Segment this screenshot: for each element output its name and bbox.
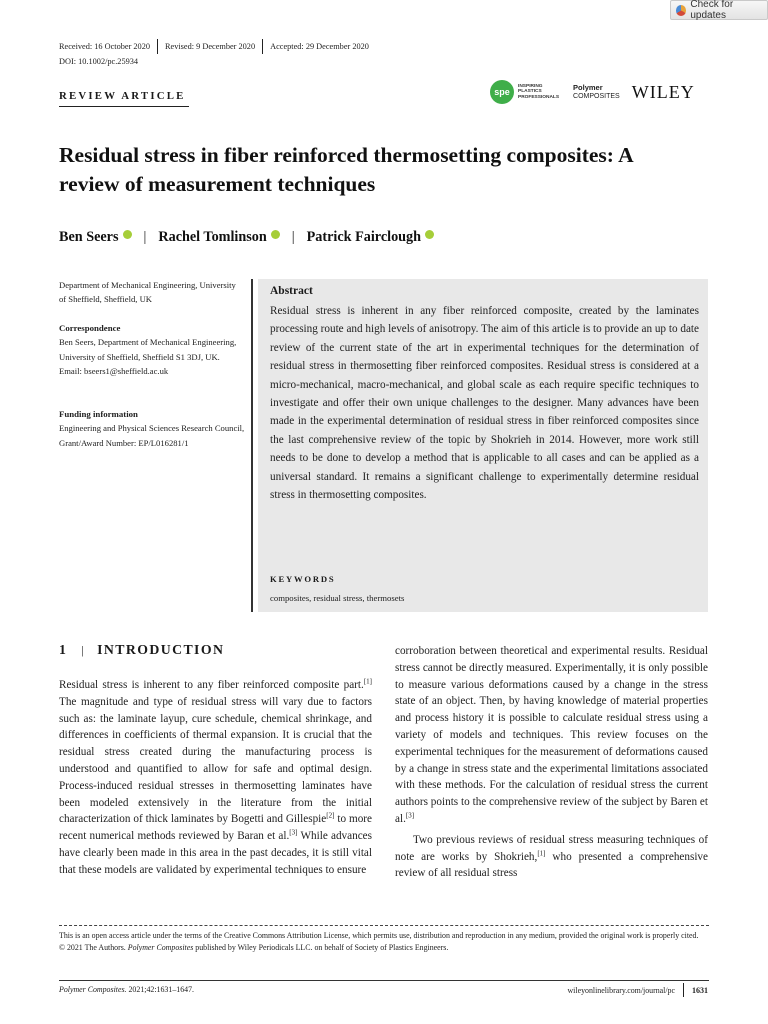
citation-link[interactable]: [2] xyxy=(326,811,335,820)
author-name[interactable]: Ben Seers xyxy=(59,229,119,245)
funding-text: Engineering and Physical Sciences Research Council, Grant/Award Number: EP/L016281/1 xyxy=(59,423,245,448)
author-separator: | xyxy=(143,229,147,245)
orcid-icon[interactable] xyxy=(123,230,132,239)
paragraph xyxy=(395,643,708,828)
citation-text: 2021;42:1631–1647. xyxy=(126,985,195,994)
citation-link[interactable]: [1] xyxy=(363,677,372,686)
divider xyxy=(683,983,684,997)
journal-logo xyxy=(573,84,620,101)
article-type-underline xyxy=(59,106,189,107)
author-separator: | xyxy=(291,229,295,245)
revised-date: Revised: 9 December 2020 xyxy=(165,42,256,51)
text-run: published by Wiley Periodicals LLC. on behalf of Society of Plastics Engineers. xyxy=(193,943,449,953)
citation-link[interactable]: [1] xyxy=(537,848,546,857)
correspondence-email[interactable]: Email: bseers1@sheffield.ac.uk xyxy=(59,366,169,377)
author-list xyxy=(59,229,434,246)
article-type: REVIEW ARTICLE xyxy=(59,90,186,102)
citation-link[interactable]: [3] xyxy=(405,811,415,820)
section-separator: | xyxy=(81,642,86,657)
spe-tagline-line: PROFESSIONALS xyxy=(518,94,560,100)
crossmark-icon xyxy=(676,5,686,16)
publisher-logos xyxy=(490,77,695,107)
accepted-date: Accepted: 29 December 2020 xyxy=(270,42,369,51)
journal-name: Polymer Composites. xyxy=(59,985,127,994)
section-heading xyxy=(59,642,224,658)
divider xyxy=(157,39,158,54)
correspondence-text: Ben Seers, Department of Mechanical Engineering, University of Sheffield, Sheffield S1 3DJ, UK. xyxy=(59,337,237,362)
body-column-left xyxy=(59,677,372,879)
copyright-line xyxy=(59,942,709,954)
author-name[interactable]: Rachel Tomlinson xyxy=(158,229,267,245)
correspondence-block xyxy=(59,321,245,379)
journal-logo-line: COMPOSITES xyxy=(573,92,620,100)
license-text: This is an open access article under the terms of the Creative Commons Attribution License, which permits use, distribution and reproduction in any medium, provided the original work is properly cited. xyxy=(59,931,699,940)
footer-citation xyxy=(59,985,194,994)
wiley-logo: WILEY xyxy=(631,81,695,102)
publication-dates xyxy=(59,39,369,54)
text-run: who presented a comprehensive review of all residual stress xyxy=(395,850,708,880)
footer-right xyxy=(567,983,708,997)
doi[interactable]: DOI: 10.1002/pc.25934 xyxy=(59,57,139,66)
text-run: Residual stress is inherent to any fiber reinforced composite part. xyxy=(59,679,364,691)
check-for-updates-label: Check for updates xyxy=(690,0,734,21)
correspondence-heading: Correspondence xyxy=(59,323,121,333)
text-run: © 2021 The Authors. xyxy=(59,943,128,953)
orcid-icon[interactable] xyxy=(271,230,280,239)
page-number: 1631 xyxy=(692,985,708,995)
citation-link[interactable]: [3] xyxy=(289,828,298,837)
divider xyxy=(262,39,263,54)
text-run: The magnitude and type of residual stress will vary due to factors such as: the laminate layup, cure schedule, chemical shrinkage, and differences in coefficients of thermal expansion. It is crucial that the residual stress created during the manufacturing process is understood and quantified to allow for safe and optimal design. Process-induced residual stresses in thermosetting laminates have been modeled extensively in the literature from the initial characterization of thick laminates by Bogetti and Gillespie xyxy=(59,695,372,826)
footer-divider xyxy=(59,980,709,981)
text-run: corroboration between theoretical and experimental results. Residual stress cannot be directly measured. Experimentally, it is only possible to measure various deformations caused by a change in the stress state of an object. Then, by having knowledge of material properties and process history it is possible to calculate residual stress using a variety of models and techniques. This review focuses on the experimental techniques for the measurement of deformations caused by a change in stress state and the experimental limitations associated with these methods. For the calculation of residual stress the current authors points to the comprehensive review of the subject by Baren et al. xyxy=(395,645,708,825)
spe-tagline xyxy=(518,84,559,100)
spe-tagline-line: INSPIRING xyxy=(518,84,543,90)
received-date: Received: 16 October 2020 xyxy=(59,42,151,51)
journal-name: Polymer Composites xyxy=(127,943,194,953)
spe-tagline-line: PLASTICS xyxy=(518,89,542,95)
orcid-icon[interactable] xyxy=(425,230,434,239)
abstract-rule xyxy=(251,279,253,612)
text-run: While advances have clearly been made in this area in the past decades, it is still vital that these models are validated by experimental techniques to ensure xyxy=(59,830,372,876)
keywords-text: composites, residual stress, thermosets xyxy=(270,593,405,603)
section-number: 1 xyxy=(59,642,68,657)
spe-logo-icon: spe xyxy=(490,80,514,104)
journal-url[interactable]: wileyonlinelibrary.com/journal/pc xyxy=(567,985,675,995)
affiliation: Department of Mechanical Engineering, University of Sheffield, Sheffield, UK xyxy=(59,280,236,305)
text-run: Two previous reviews of residual stress measuring techniques of note are works by Shokrieh, xyxy=(395,833,708,863)
abstract-heading: Abstract xyxy=(270,285,313,297)
check-for-updates-button[interactable] xyxy=(670,0,768,20)
abstract-text: Residual stress is inherent in any fiber reinforced composite, created by the laminates processing route and high levels of anisotropy. The aim of this article is to provide an up to date review of the current state of the art in experimental techniques for the determination of residual stress in thermosetting fiber reinforced composites. Residual stress is considered at a micro-mechanical, macro-mechanical, and global scale as each require specific techniques to investigate and offer their own unique challenges to the designer. Many advances have been made in the experimental determination of residual stress in fiber reinforced composites since the last comprehensive review of the topic by Shokrieh in 2014. However, more work still needs to be done to develop a method that is applicable to all cases and can be applied as a universal standard. It remains a significant challenge to experimentally determine residual stress in thermosetting composites. xyxy=(270,305,699,502)
section-title: INTRODUCTION xyxy=(97,642,225,657)
keywords-heading: KEYWORDS xyxy=(270,574,336,584)
paragraph xyxy=(395,832,708,882)
text-run: to more recent numerical methods reviewed by Baran et al. xyxy=(59,813,372,843)
funding-block xyxy=(59,407,245,450)
funding-heading: Funding information xyxy=(59,409,138,419)
paragraph xyxy=(59,677,372,879)
body-column-right xyxy=(395,643,708,882)
article-title: Residual stress in fiber reinforced thermosetting composites: A review of measurement techniques xyxy=(59,143,633,196)
author-name[interactable]: Patrick Fairclough xyxy=(306,229,422,245)
journal-logo-line: Polymer xyxy=(573,82,603,92)
license-divider xyxy=(59,925,709,926)
license-notice xyxy=(59,930,709,955)
